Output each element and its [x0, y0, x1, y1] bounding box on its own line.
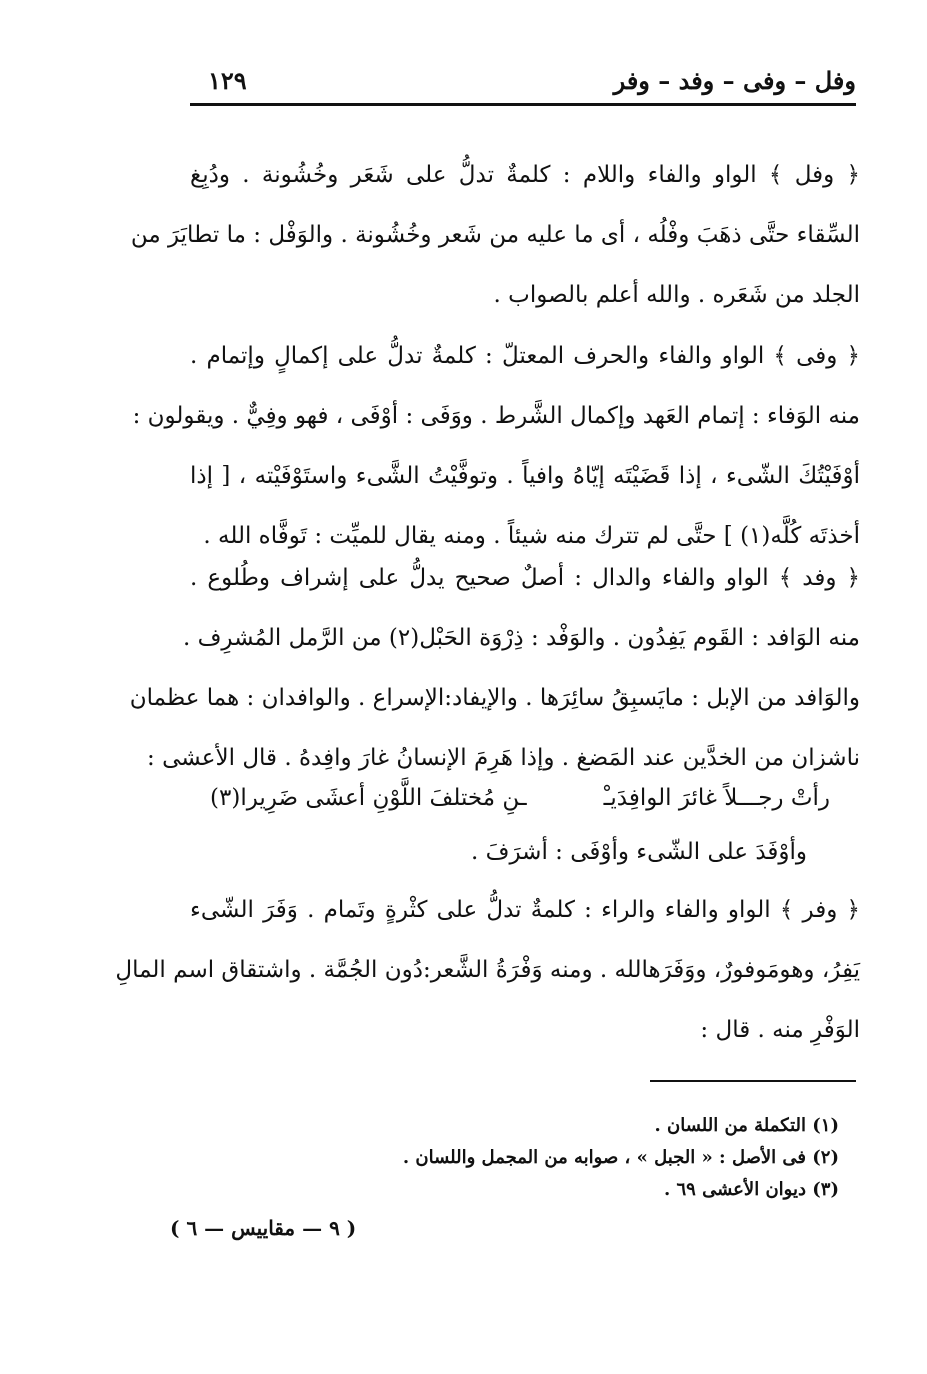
entry-line: منه الوَفاء : إتمام العَهد وإكمال الشَّرط . ووَفَى : أوْفَى ، فهو وفِيٌّ . ويقولون : — [132, 403, 860, 429]
entry-line: أوْفَيْتُكَ الشّىء ، إذا قَضَيْتَه إيّاهُ وافياً . وتوفَّيْتُ الشَّىء واستَوْفَيْته ، [ إذا — [190, 463, 860, 489]
poem-verse — [210, 768, 830, 828]
entry-wafr — [115, 880, 860, 1060]
running-header — [190, 60, 856, 100]
entry-line: منه الوَافد : القَوم يَفِدُون . والوَفْد : ذِرْوَة الحَبْل(٢) من الرَّمل المُشرِف . — [182, 625, 860, 651]
footnote-rule — [650, 1080, 856, 1082]
entry-line: ﴿ وفى ﴾ الواو والفاء والحرف المعتلّ : كلمةٌ تدلُّ على إكمالٍ وإتمام . — [190, 343, 860, 369]
entry-wafd — [129, 548, 860, 788]
footnote: (١) التكملة من اللسان . — [654, 1115, 839, 1136]
entry-line: ناشزان من الخدَّين عند المَضغ . وإذا هَرِمَ الإنسانُ غارَ وافِدهُ . قال الأعشى : — [147, 745, 860, 771]
entry-wafa — [132, 326, 860, 566]
entry-line: أخذتَه كُلَّه(١) ] حتَّى لم تترك منه شيئاً . ومنه يقال للميِّت : تَوفَّاه الله . — [203, 523, 860, 549]
running-title: وفل – وفى – وفد – وفر — [613, 65, 856, 95]
entry-line: الوَفْرِ منه . قال : — [700, 1017, 860, 1043]
verse-first-hemistich: رأتْ رجـــلاً غائرَ الوافِدَيـْ — [603, 785, 830, 811]
entry-line: ﴿ وفر ﴾ الواو والفاء والراء : كلمةٌ تدلُّ على كثْرةٍ وتَمام . وَفَرَ الشّىء — [190, 897, 860, 923]
entry-line: يَفِرُ، وهومَوفورٌ، ووَفَرَهالله . ومنه وَفْرَةُ الشَّعر:دُون الجُمَّة . واشتقاق اسم المالِ — [115, 957, 860, 983]
entry-wafl — [130, 145, 860, 325]
entry-line: والوَافد من الإبل : مايَسبِقُ سائِرَها . والإيفاد:الإسراع . والوافدان : هما عظمان — [129, 685, 860, 711]
verse-second-hemistich: ـنِ مُختلفَ اللَّوْنِ أعشَى ضَرِيرا(٣) — [210, 785, 527, 811]
header-rule — [190, 103, 856, 106]
entry-line: ﴿ وفد ﴾ الواو والفاء والدال : أصلٌ صحيح يدلُّ على إشراف وطُلوع . — [190, 565, 860, 591]
footnote: (٣) ديوان الأعشى ٦٩ . — [663, 1179, 839, 1200]
entry-line: وأوْفَدَ على الشّىء وأوْفَى : أشرَفَ . — [471, 839, 807, 865]
entry-line: السِّقاء حتَّى ذهَبَ وفْلُه ، أى ما عليه من شَعر وخُشُونة . والوَفْل : ما تطايَرَ من — [130, 222, 860, 248]
footnotes — [199, 1110, 839, 1206]
footnote: (٢) فى الأصل : « الجبل » ، صوابه من المجمل واللسان . — [402, 1147, 839, 1168]
entry-line: ﴿ وفل ﴾ الواو والفاء واللام : كلمةٌ تدلُّ على شَعَر وخُشُونة . ودُبِغ — [190, 162, 860, 188]
entry-line: الجلد من شَعَره . والله أعلم بالصواب . — [493, 282, 860, 308]
page-number: ١٢٩ — [208, 65, 247, 95]
signature-mark: ( ٩ — مقاييس — ٦ ) — [170, 1216, 357, 1240]
